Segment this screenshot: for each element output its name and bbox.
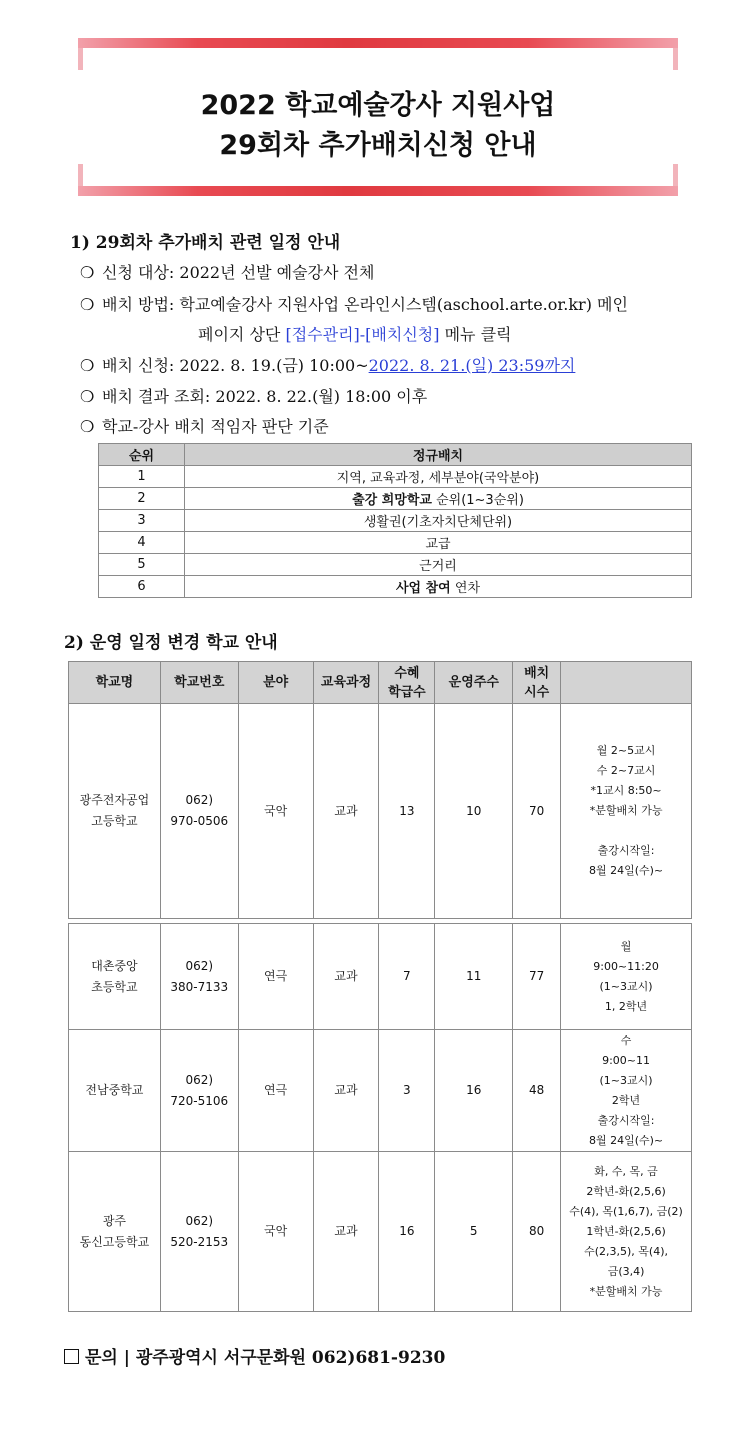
rank-cell: 4 [99,532,185,554]
note-line: 9:00~11 [602,1053,650,1067]
school-note [561,704,692,919]
bullet-marker: ❍ [80,263,95,282]
school-name [69,924,161,1030]
result-text: 배치 결과 조회: 2022. 8. 22.(월) 18:00 이후 [102,387,428,406]
method-text: 배치 방법: 학교예술강사 지원사업 온라인시스템(aschool.arte.or.kr) 메인 [102,295,628,314]
school-number [160,1152,238,1312]
note-line: 수(4), 목(1,6,7), 금(2) [569,1204,683,1218]
note-line: *분할배치 가능 [589,1284,663,1298]
criteria-cell [185,554,692,576]
note-line: 출강시작일: [597,844,655,857]
school-name [69,704,161,919]
school-number [160,704,238,919]
bullet-marker: ❍ [80,295,95,314]
table-row [99,488,692,510]
school-number-l2: 970-0506 [170,814,229,828]
school-classes: 7 [379,924,435,1030]
school-field: 국악 [238,704,313,919]
criteria-text: 교급 [425,537,451,552]
school-table-1 [68,661,692,919]
table-row [69,924,692,1030]
school-name-l2: 동신고등학교 [79,1234,150,1249]
criteria-bold: 출강 희망학교 [352,493,432,508]
note-line: 2학년 [611,1093,641,1107]
school-course: 교과 [313,1030,379,1152]
rank-header: 순위 [99,444,185,466]
banner-bottom-bar [78,186,678,196]
school-name-l1: 광주전자공업 [79,793,150,807]
criteria-text: 순위(1~3순위) [431,493,524,508]
header-classes [379,662,435,704]
school-hours: 80 [513,1152,561,1312]
criteria-text: 지역, 교육과정, 세부분야(국악분야) [336,471,540,486]
school-name-l1: 대촌중앙 [91,958,138,973]
school-name-l2: 고등학교 [91,814,138,828]
school-field: 연극 [238,1030,313,1152]
criteria-header: 정규배치 [185,444,692,466]
school-classes: 3 [379,1030,435,1152]
school-note [561,1030,692,1152]
school-name-l2: 초등학교 [91,979,138,994]
note-line: *분할배치 가능 [589,804,663,817]
bullet-marker: ❍ [80,417,95,436]
rank-cell: 2 [99,488,185,510]
table-row [99,466,692,488]
note-line: 월 2~5교시 [596,744,656,757]
bullet-marker: ❍ [80,387,95,406]
bullet-marker: ❍ [80,356,95,375]
note-line: 8월 24일(수)~ [588,864,664,877]
note-line: (1~3교시) [599,979,653,993]
criteria-text: 생활권(기초자치단체단위) [363,515,513,530]
school-number-l1: 062) [185,958,214,973]
table-row [69,1152,692,1312]
page-title: 2022 학교예술강사 지원사업 [200,90,556,121]
header-course: 교육과정 [313,662,379,704]
school-hours: 77 [513,924,561,1030]
note-line: (1~3교시) [599,1073,653,1087]
contact-text: 문의 | 광주광역시 서구문화원 062)681-9230 [85,1348,446,1368]
ranking-header-row [99,444,692,466]
method-suffix: 메뉴 클릭 [439,325,512,344]
note-line: *1교시 8:50~ [590,784,662,797]
school-table-2 [68,923,692,1312]
criteria-cell [185,466,692,488]
banner-corner [673,164,678,186]
section1-heading: 1) 29회차 추가배치 관련 일정 안내 [70,233,341,253]
criteria-text: 연차 [450,581,480,596]
table-row [99,532,692,554]
school-field: 연극 [238,924,313,1030]
school-weeks: 11 [435,924,513,1030]
bullet-method-cont [198,322,511,345]
header-school-number: 학교번호 [160,662,238,704]
header-classes-l1: 수혜 [394,665,420,681]
school-number [160,924,238,1030]
note-line: 금(3,4) [607,1264,645,1278]
checkbox-square-icon [64,1349,79,1364]
banner-corner [78,48,83,70]
apply-deadline-link[interactable]: 2022. 8. 21.(일) 23:59까지 [368,356,576,375]
note-line: 수 [620,1033,632,1047]
ranking-table [98,443,692,598]
note-line: 1학년-화(2,5,6) [586,1224,666,1238]
criteria-cell [185,532,692,554]
school-name [69,1152,161,1312]
criteria-bold: 사업 참여 [395,581,451,596]
page-subtitle: 29회차 추가배치신청 안내 [219,130,537,161]
note-line: 1, 2학년 [604,999,648,1013]
rank-cell: 3 [99,510,185,532]
school-number-l1: 062) [185,1072,214,1087]
school-number-l1: 062) [185,1213,214,1228]
table-row [99,554,692,576]
note-line: 2학년-화(2,5,6) [586,1184,666,1198]
header-weeks: 운영주수 [435,662,513,704]
bullet-method [80,292,628,315]
note-line: 화, 수, 목, 금 [594,1164,658,1178]
school-hours: 70 [513,704,561,919]
note-line: 수(2,3,5), 목(4), [584,1244,668,1258]
apply-text: 배치 신청: 2022. 8. 19.(금) 10:00~ [102,356,369,375]
school-course: 교과 [313,1152,379,1312]
school-note [561,924,692,1030]
header-note [561,662,692,704]
school-course: 교과 [313,924,379,1030]
criteria-cell [185,510,692,532]
note-line: 월 [620,939,632,953]
school-note [561,1152,692,1312]
criteria-text: 근거리 [419,559,457,574]
rank-cell: 5 [99,554,185,576]
table-row [99,576,692,598]
rank-cell: 1 [99,466,185,488]
school-number [160,1030,238,1152]
criteria-cell [185,488,692,510]
banner-top-bar [78,38,678,48]
school-number-l1: 062) [185,793,214,807]
header-classes-l2: 학급수 [388,684,426,700]
bullet-result [80,384,427,407]
contact-footer [64,1343,445,1368]
rank-cell: 6 [99,576,185,598]
section2-heading: 2) 운영 일정 변경 학교 안내 [64,633,278,653]
bullet-target [80,260,374,283]
school-weeks: 16 [435,1030,513,1152]
table-row [99,510,692,532]
banner-corner [78,164,83,186]
school-number-l2: 380-7133 [170,979,229,994]
criteria-text: 학교-강사 배치 적임자 판단 기준 [102,417,329,436]
school-weeks: 10 [435,704,513,919]
header-hours [513,662,561,704]
school-field: 국악 [238,1152,313,1312]
title-banner [78,38,678,196]
note-line: 수 2~7교시 [596,764,656,777]
target-text: 신청 대상: 2022년 선발 예술강사 전체 [102,263,375,282]
school-name: 전남중학교 [69,1030,161,1152]
bullet-criteria [80,414,329,437]
school-name-l1: 광주 [102,1213,126,1228]
note-line: 9:00~11:20 [593,959,659,973]
table-row [69,704,692,919]
header-field: 분야 [238,662,313,704]
criteria-cell [185,576,692,598]
header-hours-l2: 시수 [524,684,550,700]
school-weeks: 5 [435,1152,513,1312]
school-course: 교과 [313,704,379,919]
school-classes: 16 [379,1152,435,1312]
school-classes: 13 [379,704,435,919]
note-line: 출강시작일: [597,1113,655,1127]
header-school-name: 학교명 [69,662,161,704]
school-hours: 48 [513,1030,561,1152]
school-number-l2: 720-5106 [170,1093,229,1108]
bullet-apply [80,353,575,376]
note-line: 8월 24일(수)~ [588,1133,664,1147]
school-number-l2: 520-2153 [170,1234,229,1249]
header-hours-l1: 배치 [524,665,550,681]
menu-path-link[interactable]: [접수관리]-[배치신청] [285,325,440,344]
banner-corner [673,48,678,70]
table-row [69,1030,692,1152]
school-header-row [69,662,692,704]
method-prefix: 페이지 상단 [198,325,286,344]
